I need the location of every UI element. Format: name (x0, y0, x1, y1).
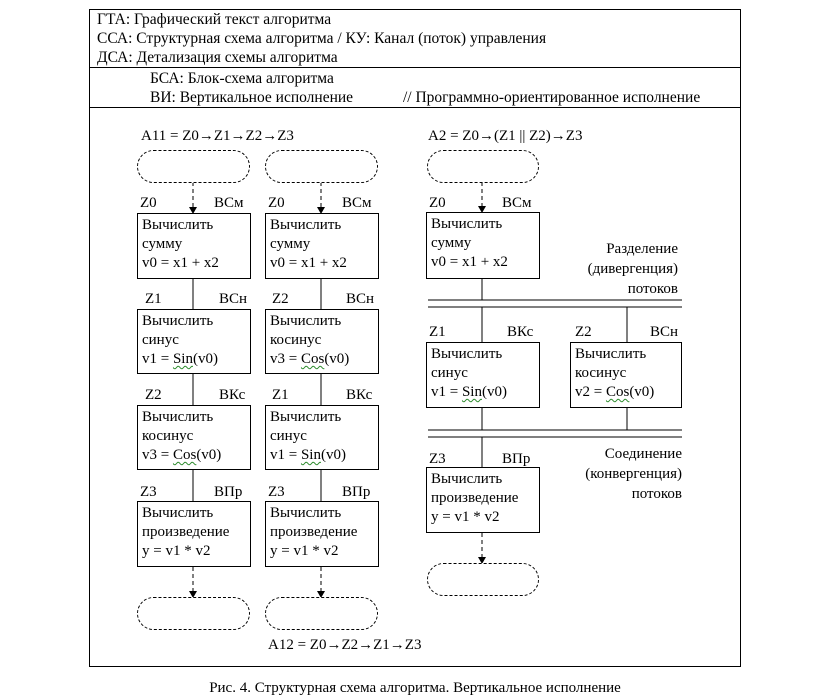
col3-z3-id: Z3 (429, 451, 446, 467)
col1-block-sine: Вычислить синус v1 = Sin(v0) (137, 309, 251, 374)
col2-z2-id: Z2 (272, 291, 289, 307)
header-ssa: ССА: Структурная схема алгоритма / КУ: Канал (поток) управления (97, 30, 547, 47)
col3-z2-tag: ВСн (650, 324, 679, 340)
col2-block-cosine: Вычислить косинус v3 = Cos(v0) (265, 309, 379, 374)
col3-z2-id: Z2 (575, 324, 592, 340)
a12-title: A12 = Z0→Z2→Z1→Z3 (268, 637, 422, 653)
col2-z3-tag: ВПр (342, 484, 371, 500)
col2-z0-id: Z0 (268, 195, 285, 211)
header-gta: ГТА: Графический текст алгоритма (97, 11, 332, 28)
col3-end-terminator (427, 563, 539, 596)
col2-z1-tag: ВКс (346, 387, 373, 403)
header-bsa: БСА: Блок-схема алгоритма (150, 70, 334, 87)
col1-z1-tag: ВСн (219, 291, 248, 307)
col3-block-product: Вычислить произведение y = v1 * v2 (426, 467, 540, 533)
figure-caption: Рис. 4. Структурная схема алгоритма. Вертикальное исполнение (209, 680, 621, 696)
col3-block-sine: Вычислить синус v1 = Sin(v0) (426, 342, 540, 408)
col2-z0-tag: ВСм (342, 195, 372, 211)
a11-title: A11 = Z0→Z1→Z2→Z3 (141, 128, 294, 144)
col1-z0-tag: ВСм (214, 195, 244, 211)
col2-end-terminator (265, 597, 378, 630)
col1-z0-id: Z0 (140, 195, 157, 211)
col3-block-cosine: Вычислить косинус v2 = Cos(v0) (570, 342, 682, 408)
col2-start-terminator (265, 150, 378, 183)
col1-z2-id: Z2 (145, 387, 162, 403)
col3-z3-tag: ВПр (502, 451, 531, 467)
divergence-note: Разделение (дивергенция) потоков (587, 241, 678, 297)
col3-z0-tag: ВСм (502, 195, 532, 211)
col1-block-product: Вычислить произведение y = v1 * v2 (137, 501, 251, 567)
header-program-oriented: // Программно-ориентированное исполнение (403, 89, 701, 106)
col2-z3-id: Z3 (268, 484, 285, 500)
col3-start-terminator (427, 150, 539, 183)
col2-z1-id: Z1 (272, 387, 289, 403)
convergence-note: Соединение (конвергенция) потоков (585, 446, 682, 502)
col1-z1-id: Z1 (145, 291, 162, 307)
col1-z2-tag: ВКс (219, 387, 246, 403)
col1-start-terminator (137, 150, 250, 183)
col3-z1-tag: ВКс (507, 324, 534, 340)
a2-title: A2 = Z0→(Z1 || Z2)→Z3 (428, 128, 583, 144)
header-dsa: ДСА: Детализация схемы алгоритма (97, 49, 338, 66)
col2-z2-tag: ВСн (346, 291, 375, 307)
col1-z3-tag: ВПр (214, 484, 243, 500)
col3-z0-id: Z0 (429, 195, 446, 211)
col1-block-cosine: Вычислить косинус v3 = Cos(v0) (137, 405, 251, 470)
header-vi: ВИ: Вертикальное исполнение (150, 89, 354, 106)
col2-block-product: Вычислить произведение y = v1 * v2 (265, 501, 379, 567)
col3-z1-id: Z1 (429, 324, 446, 340)
col1-end-terminator (137, 597, 250, 630)
col2-block-sum: Вычислить сумму v0 = x1 + x2 (265, 213, 379, 279)
col3-block-sum: Вычислить сумму v0 = x1 + x2 (426, 212, 540, 279)
col2-block-sine: Вычислить синус v1 = Sin(v0) (265, 405, 379, 470)
col1-z3-id: Z3 (140, 484, 157, 500)
col1-block-sum: Вычислить сумму v0 = x1 + x2 (137, 213, 251, 279)
